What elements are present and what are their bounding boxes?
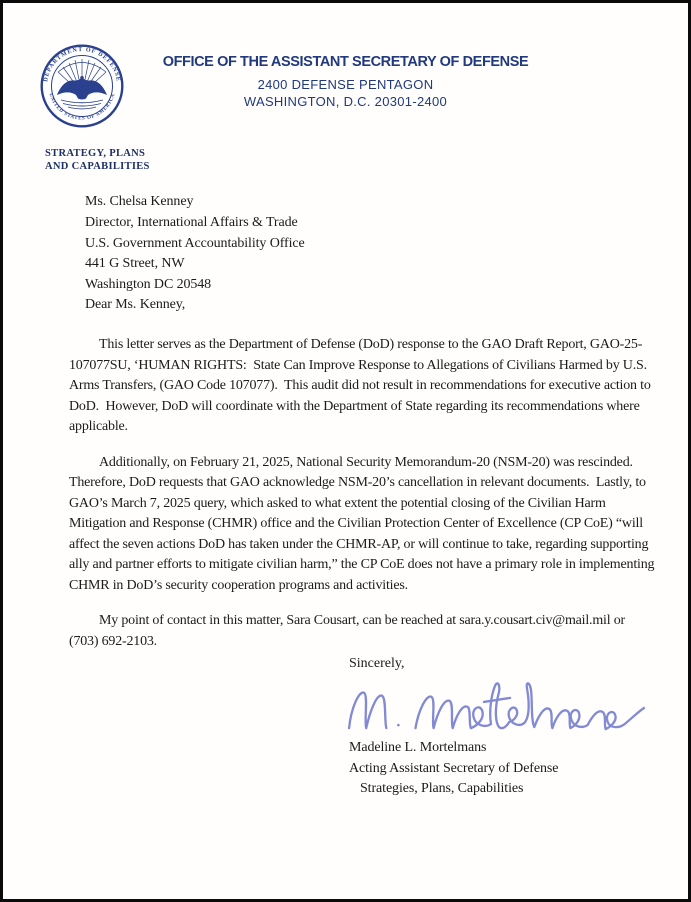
letterhead xyxy=(3,54,688,110)
recipient-name: Ms. Chelsa Kenney xyxy=(85,194,194,209)
recipient-street: 441 G Street, NW xyxy=(85,256,185,272)
closing-sincerely: Sincerely, xyxy=(349,656,405,671)
letterhead-address-line1: 2400 DEFENSE PENTAGON xyxy=(257,77,434,92)
seal-bottom-text: UNITED STATES OF AMERICA xyxy=(47,92,117,122)
paragraph-1: This letter serves as the Department of Defense (DoD) response to the GAO Draft Report, GAO-25-107077SU, ‘HUMAN RIGHTS: State Can Improve Response to Allegations of Civilians Harmed by U.S. Arms Transfers, (GAO Code 107077). This audit did not result in recommendations for executive action to DoD. However, DoD will coordinate with the Department of State regarding its recommendations where applicable. xyxy=(69,337,654,434)
division-label xyxy=(45,147,150,173)
paragraph-3: My point of contact in this matter, Sara Cousart, can be reached at sara.y.cousart.civ@mail.mil or (703) 692-2103. xyxy=(69,613,629,649)
recipient-city: Washington DC 20548 xyxy=(85,277,212,293)
seal-top-text: DEPARTMENT OF DEFENSE xyxy=(43,46,121,83)
recipient-organization: U.S. Government Accountability Office xyxy=(85,235,305,251)
division-line1: STRATEGY, PLANS xyxy=(45,148,146,159)
recipient-address-block xyxy=(85,192,305,296)
handwritten-signature xyxy=(337,677,649,745)
letter-body xyxy=(69,335,657,667)
signer-name: Madeline L. Mortelmans xyxy=(349,740,487,755)
paragraph-2: Additionally, on February 21, 2025, National Security Memorandum-20 (NSM-20) was rescinded. Therefore, DoD requests that GAO acknowledge NSM-20’s cancellation in relevant documents. Lastly, to GAO’s March 7, 2025 query, which asked to what extent the potential closing of the Civilian Harm Mitigation and Response (CHMR) office and the Civilian Protection Center of Excellence (CP CoE) “will affect the seven actions DoD has taken under the CHMR-AP, or will continue to take, regarding supporting ally and partner efforts to mitigate civilian harm,” the CP CoE does not have a primary role in implementing CHMR in DoD’s security cooperation programs and activities. xyxy=(69,454,658,593)
signer-office: Strategies, Plans, Capabilities xyxy=(360,781,524,796)
signer-block xyxy=(349,738,558,800)
signer-title: Acting Assistant Secretary of Defense xyxy=(349,760,559,776)
salutation: Dear Ms. Kenney, xyxy=(85,297,186,312)
letterhead-address-line2: WASHINGTON, D.C. 20301-2400 xyxy=(243,94,448,109)
division-line2: AND CAPABILITIES xyxy=(45,161,150,172)
recipient-title: Director, International Affairs & Trade xyxy=(85,214,298,230)
letterhead-office-title: OFFICE OF THE ASSISTANT SECRETARY OF DEFENSE xyxy=(162,54,529,70)
